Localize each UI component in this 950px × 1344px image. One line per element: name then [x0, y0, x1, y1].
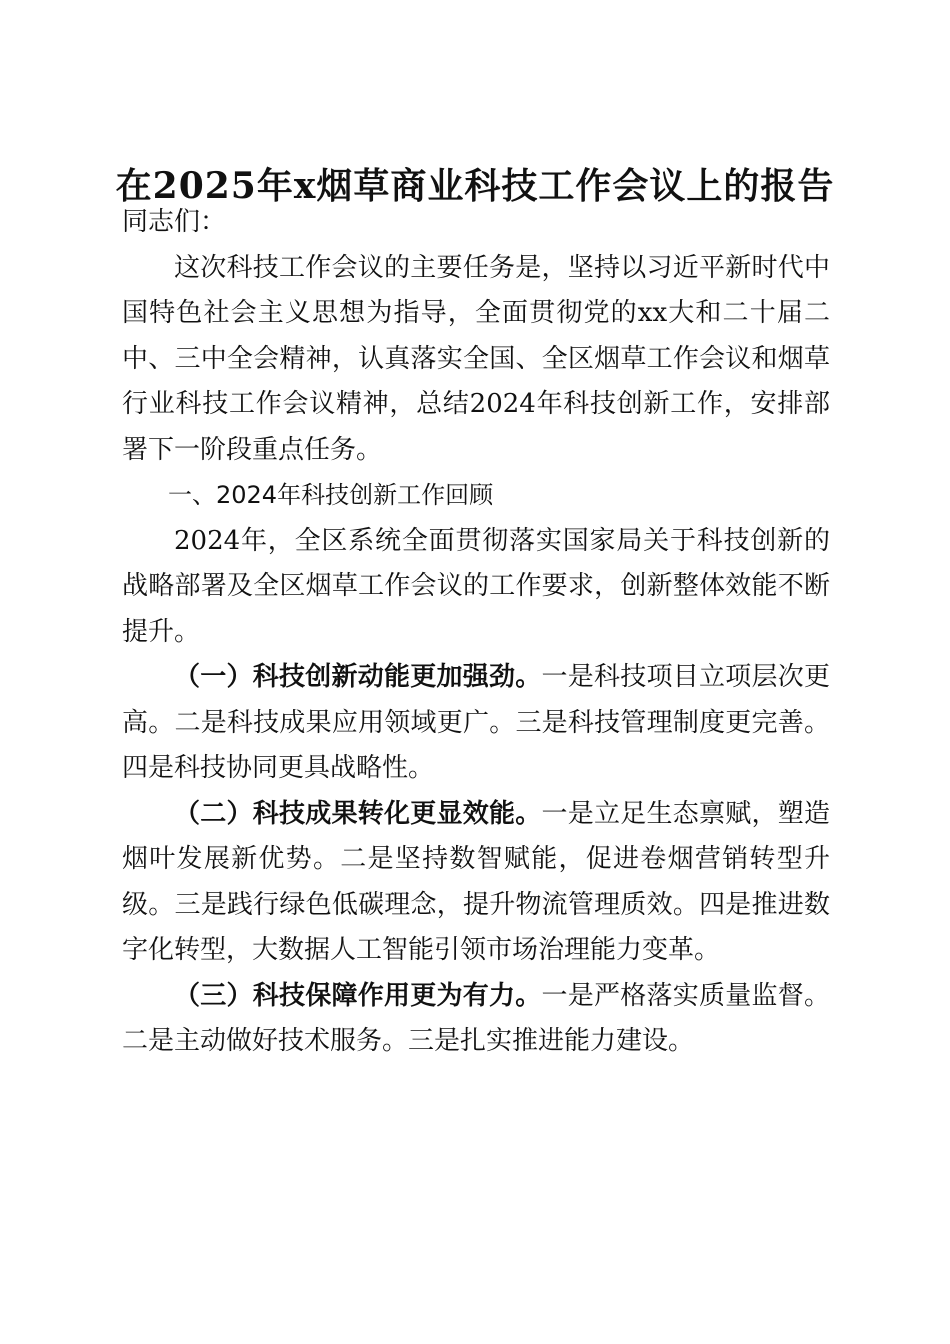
subsection-paragraph-3 — [122, 974, 830, 1065]
subsection-text-3: 一是严格落实质量监督。二是主动做好技术服务。三是扎实推进能力建设。 — [122, 980, 830, 1056]
salutation: 同志们： — [122, 207, 227, 237]
subsection-paragraph-1 — [122, 655, 830, 792]
intro-paragraph: 这次科技工作会议的主要任务是，坚持以习近平新时代中国特色社会主义思想为指导，全面贯彻党的xx大和二十届二中、三中全会精神，认真落实全国、全区烟草工作会议和烟草行业科技工作会议精神，总结2024年科技创新工作，安排部署下一阶段重点任务。 — [122, 252, 830, 465]
section-summary-paragraph: 2024年，全区系统全面贯彻落实国家局关于科技创新的战略部署及全区烟草工作会议的工作要求，创新整体效能不断提升。 — [122, 525, 830, 647]
subsection-heading-1: （一）科技创新动能更加强劲。 — [174, 662, 542, 692]
subsection-text-2: 一是立足生态禀赋，塑造烟叶发展新优势。二是坚持数智赋能，促进卷烟营销转型升级。三是践行绿色低碳理念，提升物流管理质效。四是推进数字化转型，大数据人工智能引领市场治理能力变革。 — [122, 798, 830, 965]
subsection-heading-3: （三）科技保障作用更为有力。 — [174, 980, 542, 1011]
subsection-text-1: 一是科技项目立项层次更高。二是科技成果应用领域更广。三是科技管理制度更完善。四是科技协同更具战略性。 — [122, 662, 830, 783]
document-body — [122, 200, 830, 1065]
subsection-heading-2: （二）科技成果转化更显效能。 — [174, 798, 542, 829]
subsection-paragraph-2 — [122, 792, 830, 974]
section-heading-1: 一、2024年科技创新工作回顾 — [168, 481, 494, 509]
document-title: 在2025年x烟草商业科技工作会议上的报告 — [115, 165, 835, 208]
